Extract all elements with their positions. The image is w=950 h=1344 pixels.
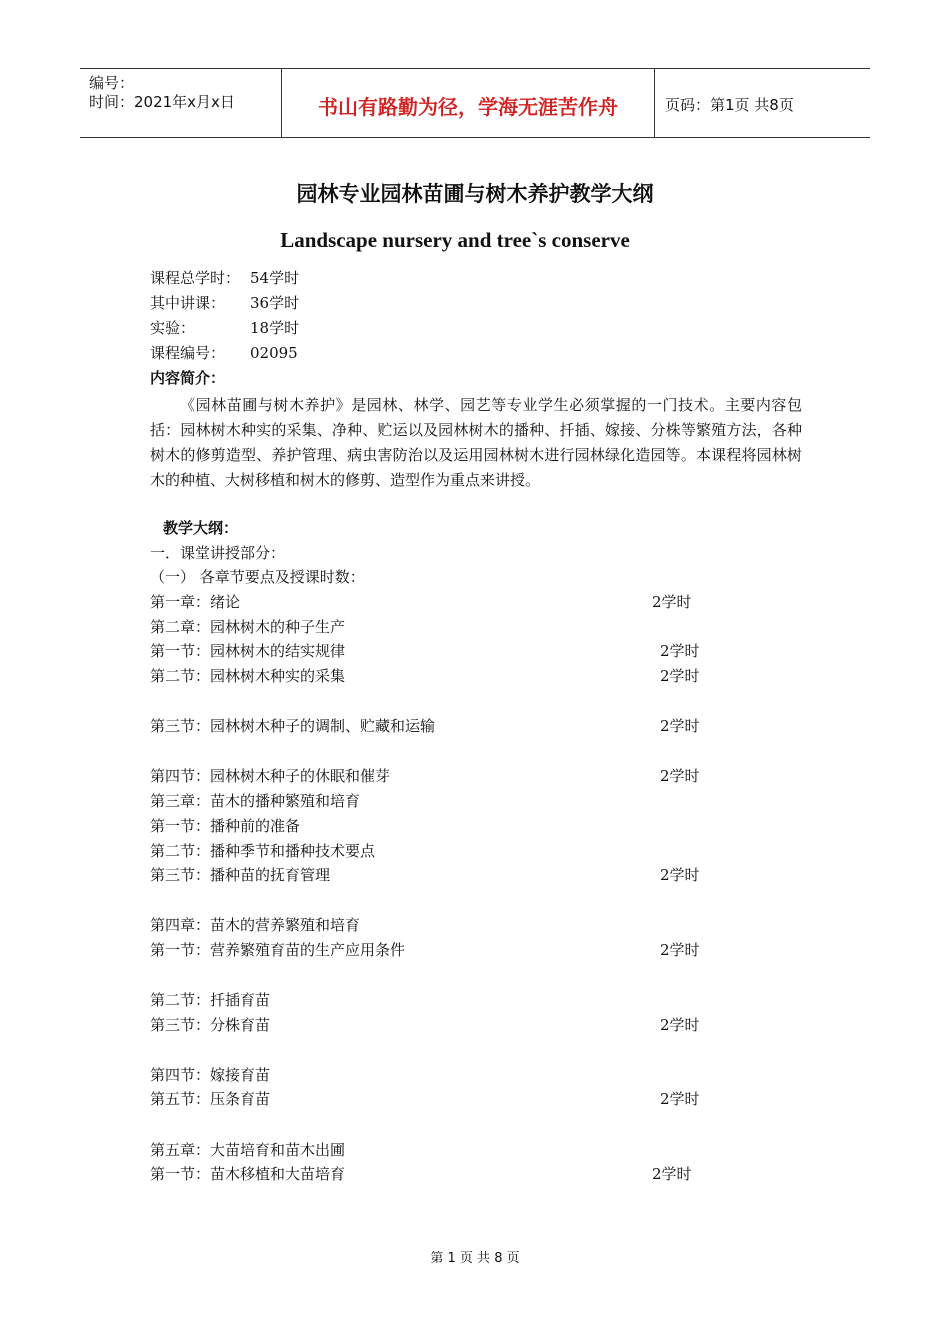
header-table	[80, 68, 870, 138]
course-info-value: 36学时	[250, 294, 300, 312]
outline-item: 第四节：园林树木种子的休眠和催芽	[150, 767, 391, 785]
course-info-label: 其中讲课：	[150, 294, 226, 312]
course-info-label: 实验：	[150, 319, 196, 337]
page-title-english: Landscape nursery and tree`s conserve	[280, 228, 630, 252]
intro-paragraph: 《园林苗圃与树木养护》是园林、林学、园艺等专业学生必须掌握的一门技术。主要内容包括：园林树木种实的采集、净种、贮运以及园林树木的播种、扦插、嫁接、分株等繁殖方法，各种树木的修剪造型、养护管理、病虫害防治以及运用园林树木进行园林绿化造园等。本课程将园林树木的种植、大树移植和树木的修剪、造型作为重点来讲授。	[150, 396, 802, 489]
outline-item-hours: 2学时	[660, 667, 700, 685]
outline-item: 第一章：绪论	[150, 593, 241, 611]
outline-item: 第一节：园林树木的结实规律	[150, 642, 346, 660]
page-footer: 第 1 页 共 8 页	[430, 1251, 520, 1266]
outline-item: 第二节：播种季节和播种技术要点	[150, 842, 376, 860]
outline-item: 第三节：园林树木种子的调制、贮藏和运输	[150, 717, 436, 735]
course-info-label: 课程编号：	[150, 344, 226, 362]
outline-item: 第二节：扦插育苗	[150, 991, 271, 1009]
outline-item: 第四节：嫁接育苗	[150, 1066, 271, 1084]
header-left-cell	[80, 69, 282, 137]
subsection-heading: （一） 各章节要点及授课时数：	[150, 568, 365, 586]
outline-item-hours: 2学时	[660, 941, 700, 959]
header-motto: 书山有路勤为径，学海无涯苦作舟	[318, 95, 618, 119]
outline-item-hours: 2学时	[660, 1016, 700, 1034]
outline-item: 第四章：苗木的营养繁殖和培育	[150, 916, 361, 934]
course-info-value: 18学时	[250, 319, 300, 337]
intro-heading: 内容简介：	[150, 369, 226, 387]
outline-heading: 教学大纲：	[163, 519, 239, 537]
outline-item-hours: 2学时	[660, 717, 700, 735]
header-right-cell	[655, 69, 870, 137]
outline-item-hours: 2学时	[660, 642, 700, 660]
course-info-value: 02095	[250, 344, 298, 362]
course-info-value: 54学时	[250, 269, 300, 287]
outline-item: 第一节：营养繁殖育苗的生产应用条件	[150, 941, 406, 959]
outline-item-hours: 2学时	[660, 1090, 700, 1108]
page-title-chinese: 园林专业园林苗圃与树木养护教学大纲	[296, 182, 654, 206]
header-middle-cell	[282, 69, 655, 137]
outline-item-hours: 2学时	[660, 767, 700, 785]
outline-item: 第三节：分株育苗	[150, 1016, 271, 1034]
outline-item: 第二章：园林树木的种子生产	[150, 618, 346, 636]
outline-item: 第五节：压条育苗	[150, 1090, 271, 1108]
outline-item: 第五章：大苗培育和苗木出圃	[150, 1141, 346, 1159]
document-number-label: 编号：	[89, 74, 135, 92]
outline-item: 第一节：播种前的准备	[150, 817, 301, 835]
outline-item-hours: 2学时	[652, 1165, 692, 1183]
outline-item: 第三节：播种苗的抚育管理	[150, 866, 331, 884]
header-page-info: 页码：第1页 共8页	[665, 96, 794, 114]
outline-item: 第三章：苗木的播种繁殖和培育	[150, 792, 361, 810]
outline-item: 第二节：园林树木种实的采集	[150, 667, 346, 685]
course-info-label: 课程总学时：	[150, 269, 241, 287]
outline-item: 第一节：苗木移植和大苗培育	[150, 1165, 346, 1183]
outline-item-hours: 2学时	[660, 866, 700, 884]
document-time-label: 时间：2021年x月x日	[89, 93, 235, 111]
outline-item-hours: 2学时	[652, 593, 692, 611]
section-heading: 一．课堂讲授部分：	[150, 544, 286, 562]
